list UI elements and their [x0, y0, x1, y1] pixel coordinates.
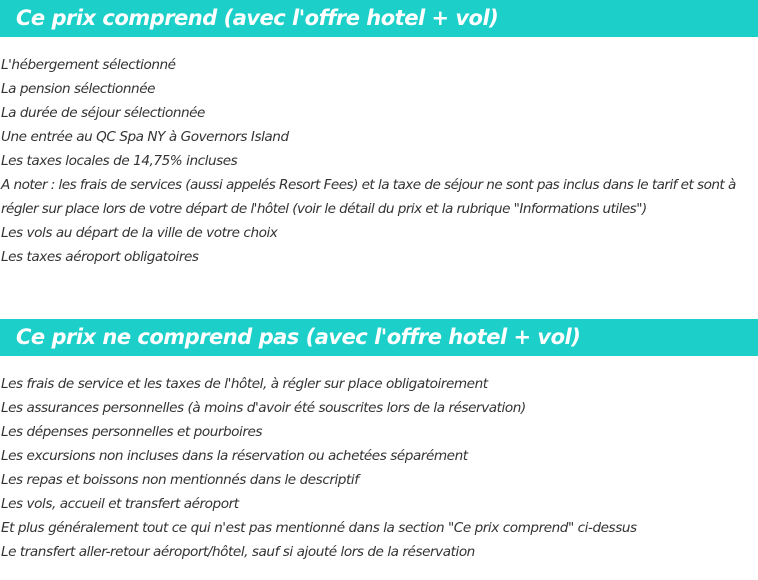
excluded-item: Les vols, accueil et transfert aéroport: [1, 496, 239, 512]
excluded-items-list: [1, 372, 758, 564]
excluded-item: Les repas et boissons non mentionnés dans le descriptif: [1, 472, 359, 488]
included-item: Les taxes aéroport obligatoires: [1, 249, 199, 265]
excluded-item: Les assurances personnelles (à moins d'avoir été souscrites lors de la réservation): [1, 400, 526, 416]
included-section-title: Ce prix comprend (avec l'offre hotel + vol): [0, 0, 758, 37]
included-item: La pension sélectionnée: [1, 81, 156, 97]
included-item: La durée de séjour sélectionnée: [1, 105, 205, 121]
excluded-item: Les excursions non incluses dans la réservation ou achetées séparément: [1, 448, 468, 464]
excluded-section-title: Ce prix ne comprend pas (avec l'offre hotel + vol): [0, 319, 758, 356]
included-item: Les taxes locales de 14,75% incluses: [1, 153, 238, 169]
excluded-item: Les frais de service et les taxes de l'hôtel, à régler sur place obligatoirement: [1, 376, 488, 392]
included-items-list: [1, 53, 758, 269]
excluded-item: Et plus généralement tout ce qui n'est pas mentionné dans la section "Ce prix comprend" ci-dessus: [1, 520, 637, 536]
excluded-item: Les dépenses personnelles et pourboires: [1, 424, 263, 440]
included-item-note: A noter : les frais de services (aussi appelés Resort Fees) et la taxe de séjour ne sont pas inclus dans le tarif et sont à régler sur place lors de votre départ de l'hôtel (voir le détail du prix et la rubrique "Informations utiles"): [1, 177, 736, 217]
excluded-item: Le transfert aller-retour aéroport/hôtel, sauf si ajouté lors de la réservation: [1, 544, 475, 560]
included-item: Une entrée au QC Spa NY à Governors Island: [1, 129, 289, 145]
included-item: Les vols au départ de la ville de votre choix: [1, 225, 278, 241]
included-item: L'hébergement sélectionné: [1, 57, 176, 73]
